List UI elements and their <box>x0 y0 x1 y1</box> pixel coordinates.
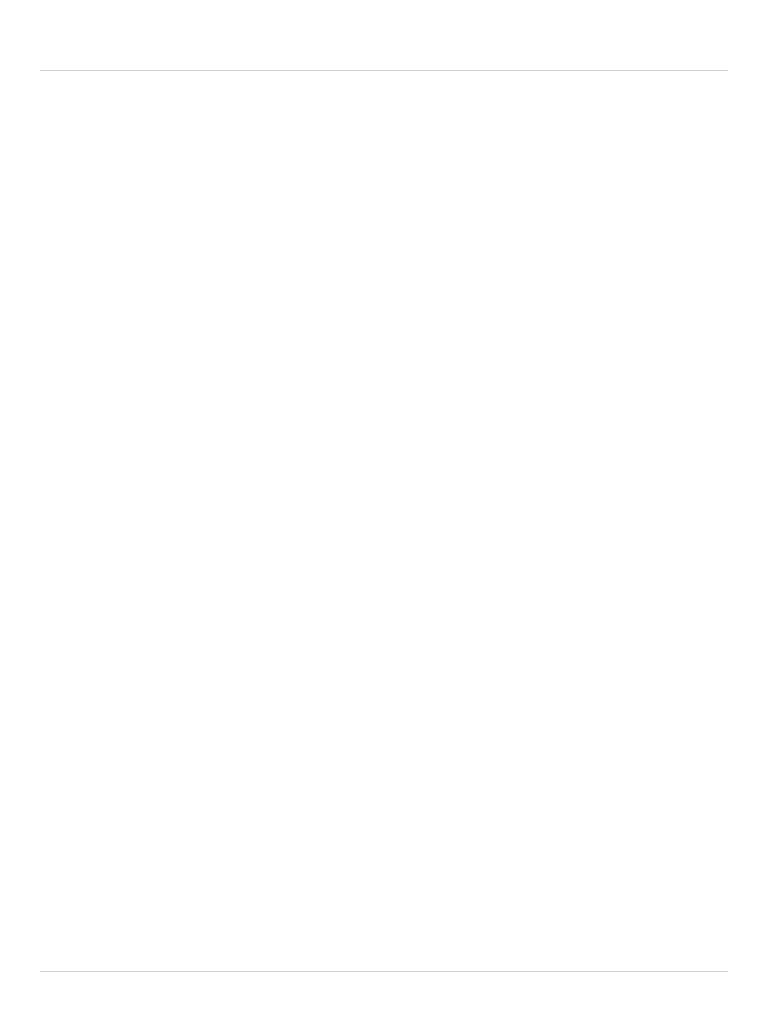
page-footer <box>40 971 728 1000</box>
main-content <box>40 87 728 955</box>
page-header <box>40 32 728 71</box>
